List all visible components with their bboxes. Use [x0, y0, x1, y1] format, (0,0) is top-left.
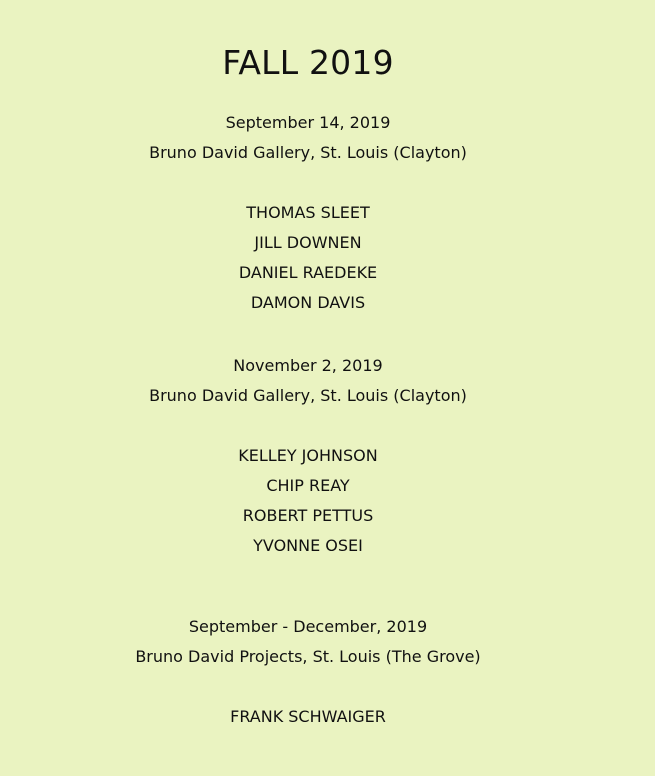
event-3-date: September - December, 2019	[188, 617, 428, 636]
event-3-artist: FRANK SCHWAIGER	[230, 707, 386, 726]
event-3-venue: Bruno David Projects, St. Louis (The Grove)	[135, 647, 481, 666]
event-2-artist: KELLEY JOHNSON	[238, 446, 378, 465]
event-1-artist: JILL DOWNEN	[254, 233, 362, 252]
event-2-date: November 2, 2019	[233, 356, 383, 375]
event-2-artist: CHIP REAY	[266, 476, 350, 495]
event-1-artist: DANIEL RAEDEKE	[238, 263, 378, 282]
event-1-date: September 14, 2019	[225, 113, 391, 132]
event-2-venue: Bruno David Gallery, St. Louis (Clayton)	[149, 386, 467, 405]
event-1-venue: Bruno David Gallery, St. Louis (Clayton)	[149, 143, 467, 162]
event-2-artist: YVONNE OSEI	[253, 536, 363, 555]
page-title: FALL 2019	[222, 43, 394, 82]
event-1-artist: DAMON DAVIS	[250, 293, 366, 312]
event-1-artist: THOMAS SLEET	[246, 203, 370, 222]
event-2-artist: ROBERT PETTUS	[242, 506, 374, 525]
